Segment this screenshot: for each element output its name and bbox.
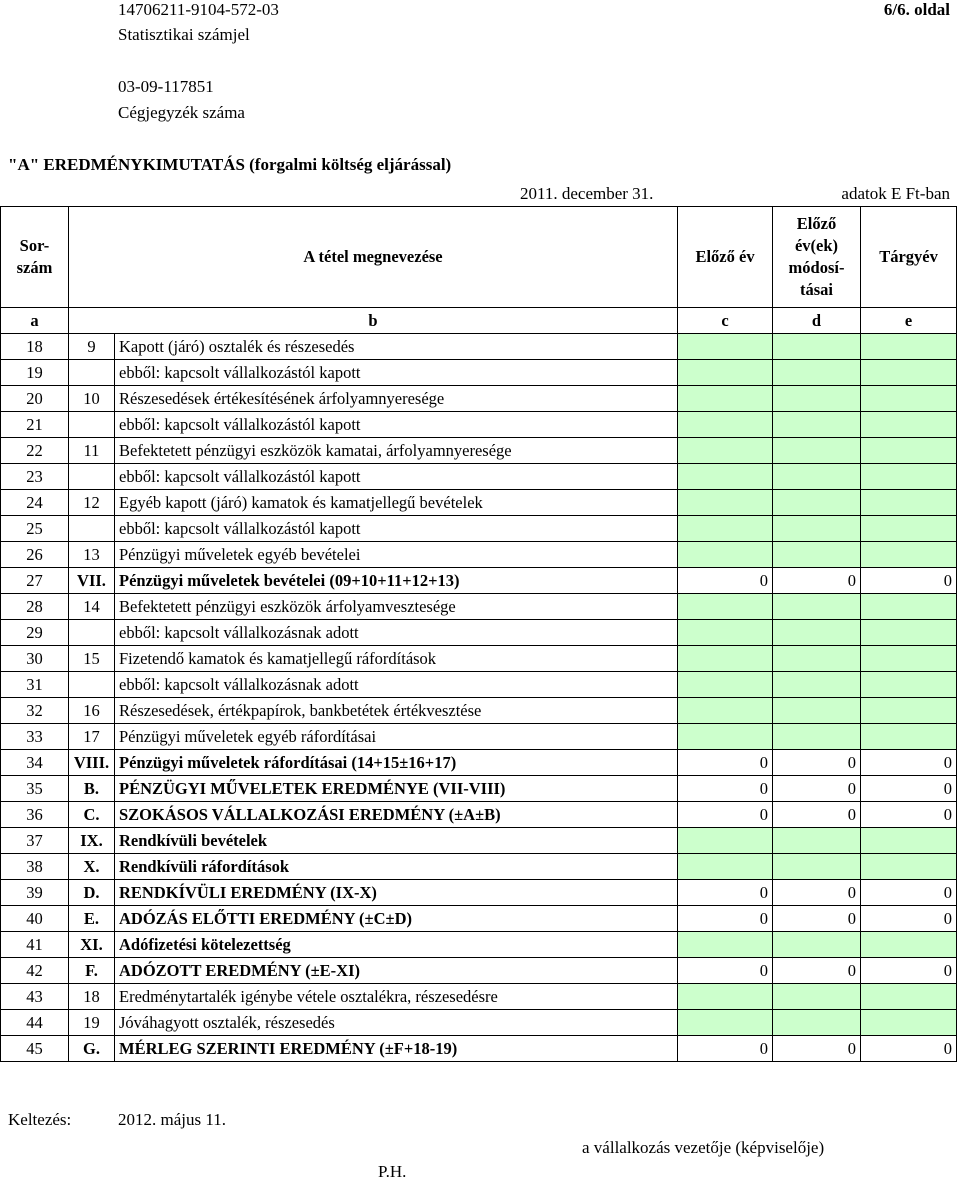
row-code: 9 (69, 334, 115, 360)
row-number: 25 (1, 516, 69, 542)
value-modifications: 0 (773, 802, 861, 828)
row-code: VII. (69, 568, 115, 594)
row-number: 33 (1, 724, 69, 750)
row-code: 17 (69, 724, 115, 750)
value-prev-year[interactable] (678, 594, 773, 620)
row-number: 28 (1, 594, 69, 620)
value-prev-year[interactable] (678, 932, 773, 958)
row-name: ebből: kapcsolt vállalkozástól kapott (115, 360, 678, 386)
value-modifications[interactable] (773, 438, 861, 464)
row-code: G. (69, 1036, 115, 1062)
row-name: ebből: kapcsolt vállalkozásnak adott (115, 620, 678, 646)
value-modifications: 0 (773, 1036, 861, 1062)
registration-label: Cégjegyzék száma (118, 103, 245, 122)
row-number: 41 (1, 932, 69, 958)
value-current-year[interactable] (861, 828, 957, 854)
value-prev-year[interactable] (678, 698, 773, 724)
table-row (1, 1010, 957, 1036)
row-number: 44 (1, 1010, 69, 1036)
page-number: 6/6. oldal (883, 0, 950, 19)
letter-a: a (1, 308, 69, 334)
value-modifications[interactable] (773, 984, 861, 1010)
table-row (1, 386, 957, 412)
row-number: 40 (1, 906, 69, 932)
row-number: 20 (1, 386, 69, 412)
row-name: Pénzügyi műveletek ráfordításai (14+15±16+17) (115, 750, 678, 776)
value-prev-year[interactable] (678, 646, 773, 672)
row-name: Adófizetési kötelezettség (115, 932, 678, 958)
value-current-year[interactable] (861, 724, 957, 750)
value-modifications[interactable] (773, 932, 861, 958)
table-row (1, 906, 957, 932)
row-number: 38 (1, 854, 69, 880)
income-statement-table (0, 206, 957, 1062)
date-label: Keltezés: (8, 1110, 72, 1129)
row-name: SZOKÁSOS VÁLLALKOZÁSI EREDMÉNY (±A±B) (115, 802, 678, 828)
row-code: B. (69, 776, 115, 802)
value-prev-year: 0 (678, 906, 773, 932)
row-name: Részesedések, értékpapírok, bankbetétek értékvesztése (115, 698, 678, 724)
page-title: "A" EREDMÉNYKIMUTATÁS (forgalmi költség eljárással) (8, 155, 452, 174)
value-prev-year[interactable] (678, 1010, 773, 1036)
ph-label: P.H. (378, 1162, 407, 1181)
row-code: 16 (69, 698, 115, 724)
header-row (1, 207, 957, 308)
value-current-year[interactable] (861, 594, 957, 620)
row-code (69, 672, 115, 698)
row-number: 21 (1, 412, 69, 438)
row-name: ebből: kapcsolt vállalkozástól kapott (115, 464, 678, 490)
date-value: 2012. május 11. (118, 1110, 226, 1129)
value-prev-year[interactable] (678, 516, 773, 542)
row-number: 42 (1, 958, 69, 984)
col-header-prev: Előző év (678, 207, 773, 308)
value-modifications: 0 (773, 568, 861, 594)
row-name: ebből: kapcsolt vállalkozástól kapott (115, 412, 678, 438)
value-current-year[interactable] (861, 698, 957, 724)
row-name: MÉRLEG SZERINTI EREDMÉNY (±F+18-19) (115, 1036, 678, 1062)
row-number: 37 (1, 828, 69, 854)
table-row (1, 542, 957, 568)
value-current-year: 0 (861, 568, 957, 594)
table-row (1, 932, 957, 958)
value-modifications[interactable] (773, 594, 861, 620)
row-code: 12 (69, 490, 115, 516)
value-modifications[interactable] (773, 672, 861, 698)
value-current-year: 0 (861, 1036, 957, 1062)
row-code: 14 (69, 594, 115, 620)
row-code: 19 (69, 1010, 115, 1036)
value-modifications: 0 (773, 776, 861, 802)
table-row (1, 698, 957, 724)
value-current-year[interactable] (861, 1010, 957, 1036)
row-code: 18 (69, 984, 115, 1010)
row-name: Rendkívüli ráfordítások (115, 854, 678, 880)
units-note: adatok E Ft-ban (841, 184, 950, 203)
row-number: 31 (1, 672, 69, 698)
row-name: Befektetett pénzügyi eszközök árfolyamvesztesége (115, 594, 678, 620)
value-current-year[interactable] (861, 646, 957, 672)
value-prev-year: 0 (678, 958, 773, 984)
row-number: 22 (1, 438, 69, 464)
value-modifications[interactable] (773, 854, 861, 880)
row-number: 34 (1, 750, 69, 776)
row-name: Kapott (járó) osztalék és részesedés (115, 334, 678, 360)
row-name: Részesedések értékesítésének árfolyamnyeresége (115, 386, 678, 412)
value-prev-year[interactable] (678, 854, 773, 880)
row-code (69, 412, 115, 438)
letter-row (1, 308, 957, 334)
value-modifications[interactable] (773, 542, 861, 568)
row-number: 24 (1, 490, 69, 516)
value-prev-year[interactable] (678, 724, 773, 750)
value-prev-year[interactable] (678, 464, 773, 490)
value-prev-year: 0 (678, 568, 773, 594)
table-row (1, 438, 957, 464)
row-name: Jóváhagyott osztalék, részesedés (115, 1010, 678, 1036)
value-current-year: 0 (861, 802, 957, 828)
value-current-year[interactable] (861, 464, 957, 490)
value-current-year[interactable] (861, 412, 957, 438)
value-modifications[interactable] (773, 698, 861, 724)
row-number: 45 (1, 1036, 69, 1062)
value-prev-year: 0 (678, 880, 773, 906)
value-modifications: 0 (773, 906, 861, 932)
value-prev-year[interactable] (678, 360, 773, 386)
value-current-year[interactable] (861, 542, 957, 568)
table-row (1, 516, 957, 542)
value-modifications[interactable] (773, 828, 861, 854)
row-code (69, 516, 115, 542)
value-current-year[interactable] (861, 672, 957, 698)
row-number: 39 (1, 880, 69, 906)
table-row (1, 412, 957, 438)
value-modifications: 0 (773, 750, 861, 776)
row-name: Eredménytartalék igénybe vétele osztalékra, részesedésre (115, 984, 678, 1010)
value-modifications[interactable] (773, 516, 861, 542)
value-current-year: 0 (861, 750, 957, 776)
value-modifications[interactable] (773, 464, 861, 490)
row-number: 36 (1, 802, 69, 828)
row-name: Egyéb kapott (járó) kamatok és kamatjellegű bevételek (115, 490, 678, 516)
table-row (1, 724, 957, 750)
row-number: 43 (1, 984, 69, 1010)
row-code: VIII. (69, 750, 115, 776)
row-name: Pénzügyi műveletek bevételei (09+10+11+12+13) (115, 568, 678, 594)
row-name: ADÓZOTT EREDMÉNY (±E-XI) (115, 958, 678, 984)
letter-e: e (861, 308, 957, 334)
row-number: 27 (1, 568, 69, 594)
row-name: RENDKÍVÜLI EREDMÉNY (IX-X) (115, 880, 678, 906)
row-code: F. (69, 958, 115, 984)
value-current-year[interactable] (861, 620, 957, 646)
value-prev-year[interactable] (678, 542, 773, 568)
value-modifications[interactable] (773, 1010, 861, 1036)
letter-c: c (678, 308, 773, 334)
table-row (1, 828, 957, 854)
value-prev-year[interactable] (678, 672, 773, 698)
row-code: D. (69, 880, 115, 906)
row-name: ebből: kapcsolt vállalkozástól kapott (115, 516, 678, 542)
signer-label: a vállalkozás vezetője (képviselője) (582, 1138, 825, 1157)
row-code (69, 464, 115, 490)
row-name: Befektetett pénzügyi eszközök kamatai, árfolyamnyeresége (115, 438, 678, 464)
table-row (1, 750, 957, 776)
row-number: 35 (1, 776, 69, 802)
row-name: Fizetendő kamatok és kamatjellegű ráfordítások (115, 646, 678, 672)
col-header-mod: Előző év(ek) módosí-tásai (773, 207, 861, 308)
table-row (1, 984, 957, 1010)
value-modifications[interactable] (773, 412, 861, 438)
value-prev-year[interactable] (678, 386, 773, 412)
row-code: C. (69, 802, 115, 828)
value-prev-year[interactable] (678, 828, 773, 854)
row-number: 23 (1, 464, 69, 490)
row-code (69, 360, 115, 386)
table-row (1, 854, 957, 880)
value-current-year[interactable] (861, 854, 957, 880)
value-prev-year[interactable] (678, 490, 773, 516)
table-row (1, 646, 957, 672)
value-prev-year: 0 (678, 750, 773, 776)
row-code: 15 (69, 646, 115, 672)
value-modifications[interactable] (773, 334, 861, 360)
value-prev-year: 0 (678, 802, 773, 828)
table-row (1, 360, 957, 386)
table-row (1, 1036, 957, 1062)
row-name: Pénzügyi műveletek egyéb bevételei (115, 542, 678, 568)
value-modifications: 0 (773, 958, 861, 984)
value-prev-year[interactable] (678, 334, 773, 360)
value-prev-year[interactable] (678, 412, 773, 438)
table-row (1, 594, 957, 620)
table-body (1, 334, 957, 1062)
row-name: PÉNZÜGYI MŰVELETEK EREDMÉNYE (VII-VIII) (115, 776, 678, 802)
row-code: 13 (69, 542, 115, 568)
row-code (69, 620, 115, 646)
value-current-year[interactable] (861, 490, 957, 516)
row-code: 11 (69, 438, 115, 464)
row-code: IX. (69, 828, 115, 854)
value-prev-year: 0 (678, 776, 773, 802)
value-prev-year[interactable] (678, 438, 773, 464)
row-number: 30 (1, 646, 69, 672)
row-name: Rendkívüli bevételek (115, 828, 678, 854)
value-modifications[interactable] (773, 386, 861, 412)
value-current-year[interactable] (861, 984, 957, 1010)
table-row (1, 958, 957, 984)
value-current-year[interactable] (861, 932, 957, 958)
table-row (1, 568, 957, 594)
row-code: XI. (69, 932, 115, 958)
table-row (1, 672, 957, 698)
value-prev-year: 0 (678, 1036, 773, 1062)
value-current-year[interactable] (861, 334, 957, 360)
value-current-year[interactable] (861, 438, 957, 464)
registration-number: 03-09-117851 (118, 77, 214, 96)
row-number: 32 (1, 698, 69, 724)
table-row (1, 620, 957, 646)
value-modifications[interactable] (773, 360, 861, 386)
row-code: 10 (69, 386, 115, 412)
letter-b: b (69, 308, 678, 334)
value-current-year: 0 (861, 958, 957, 984)
row-number: 26 (1, 542, 69, 568)
value-modifications: 0 (773, 880, 861, 906)
col-header-name: A tétel megnevezése (69, 207, 678, 308)
table-row (1, 464, 957, 490)
value-current-year[interactable] (861, 516, 957, 542)
table-row (1, 334, 957, 360)
row-name: Pénzügyi műveletek egyéb ráfordításai (115, 724, 678, 750)
letter-d: d (773, 308, 861, 334)
value-current-year: 0 (861, 906, 957, 932)
value-modifications[interactable] (773, 620, 861, 646)
value-current-year[interactable] (861, 360, 957, 386)
col-header-cur: Tárgyév (861, 207, 957, 308)
value-current-year: 0 (861, 880, 957, 906)
row-number: 19 (1, 360, 69, 386)
row-code: E. (69, 906, 115, 932)
value-prev-year[interactable] (678, 984, 773, 1010)
value-modifications[interactable] (773, 724, 861, 750)
stat-id: 14706211-9104-572-03 (118, 0, 279, 19)
value-modifications[interactable] (773, 646, 861, 672)
value-current-year[interactable] (861, 386, 957, 412)
col-header-sor: Sor-szám (1, 207, 69, 308)
table-row (1, 490, 957, 516)
report-date: 2011. december 31. (520, 184, 654, 203)
table-row (1, 776, 957, 802)
row-name: ebből: kapcsolt vállalkozásnak adott (115, 672, 678, 698)
value-modifications[interactable] (773, 490, 861, 516)
row-number: 29 (1, 620, 69, 646)
table-row (1, 802, 957, 828)
row-name: ADÓZÁS ELŐTTI EREDMÉNY (±C±D) (115, 906, 678, 932)
stat-label: Statisztikai számjel (118, 25, 250, 44)
row-number: 18 (1, 334, 69, 360)
value-current-year: 0 (861, 776, 957, 802)
table-row (1, 880, 957, 906)
value-prev-year[interactable] (678, 620, 773, 646)
row-code: X. (69, 854, 115, 880)
